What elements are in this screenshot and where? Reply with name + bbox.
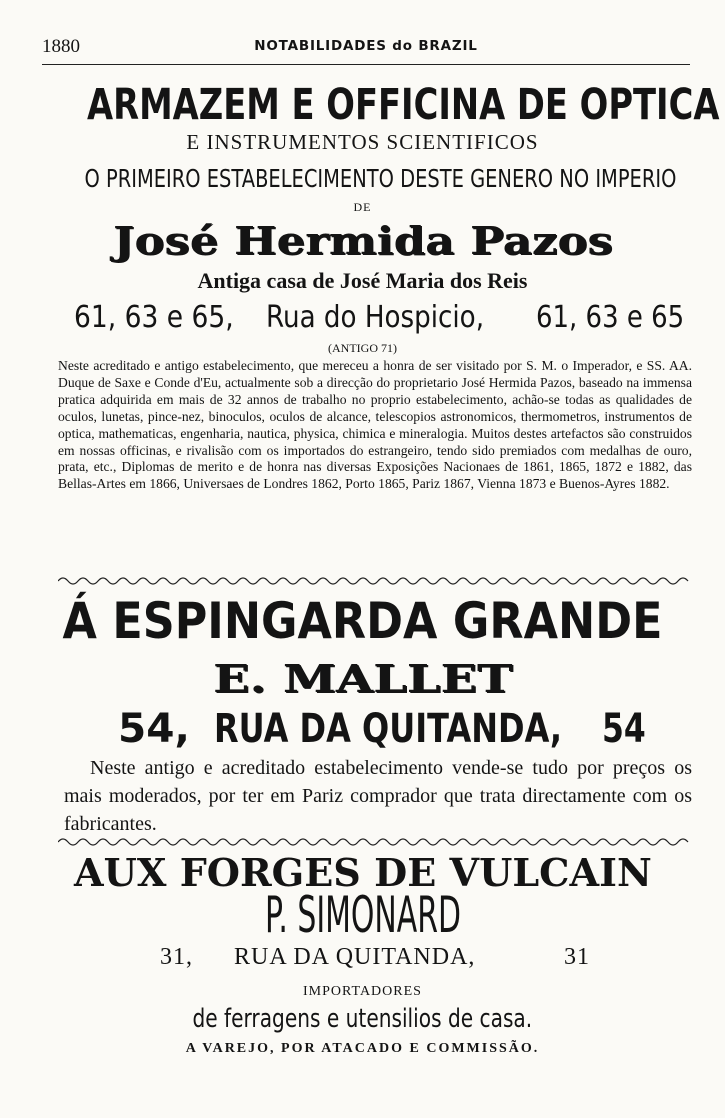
ad3-importers: IMPORTADORES [303, 984, 422, 999]
ad1-former-house: Antiga casa de José Maria dos Reis [197, 268, 528, 293]
ad2-address [96, 706, 646, 758]
ad1-former-number: (ANTIGO 71) [328, 341, 397, 355]
ad1-headline-line [0, 80, 725, 130]
running-header [42, 36, 690, 62]
ad1-body: Neste acreditado e antigo estabelecimento, que mereceu a honra de ser visitado por S. M. o Imperador, e SS. AA. Duque de Saxe e Conde d'Eu, actualmente sob a direcção do proprietario José Hermida Pazos, baseado na immensa pratica adquirida em mais de 32 annos de trabalho no proprio estabelecimento, achão-se todas as qualidades de oculos, lunetas, pince-nez, binoculos, oculos de alcance, telescopios astronomicos, thermometros, instrumentos de optica, mathematicas, engenharia, nautica, physica, chimica e mineralogia. Muitos destes artefactos são construidos em nossas officinas, e rivalisão com os importados do estrangeiro, tendo sido premiados com medalhas de ouro, prata, etc., Diplomas de merito e de honra nas diversas Exposições Nacionaes de 1861, 1865, 1872 e 1882, das Bellas-Artes em 1866, Universaes de Londres 1862, Porto 1865, Pariz 1867, Vienna 1873 e Buenos-Ayres 1882. [58, 358, 692, 492]
wavy-divider-2 [58, 836, 694, 848]
header-rule [42, 64, 690, 65]
ad1-de: DE [353, 200, 372, 214]
ad3-headline: AUX FORGES DE VULCAIN [73, 850, 652, 895]
header-title: NOTABILIDADES do BRAZIL [254, 38, 478, 54]
ad2-address-number-right: 54 [602, 706, 646, 752]
ad1-address-street: Rua do Hospicio, [266, 300, 485, 335]
ad3-address-street: RUA DA QUITANDA, [234, 944, 476, 970]
ad1-proprietor-line [0, 218, 725, 263]
ad3-address-number-left: 31, [160, 944, 193, 970]
ad2-headline-line [0, 592, 725, 650]
ad1-address-numbers-left: 61, 63 e 65, [74, 300, 234, 335]
ad1-subhead: E INSTRUMENTOS SCIENTIFICOS [186, 130, 539, 154]
ad3-proprietor-line [0, 886, 725, 944]
ad1-address-numbers-right: 61, 63 e 65 [536, 300, 685, 335]
ad3-goods: de ferragens e utensilios de casa. [192, 1004, 533, 1034]
ad2-headline: Á ESPINGARDA GRANDE [62, 592, 663, 650]
ad2-proprietor-line [0, 656, 725, 701]
ad1-headline: ARMAZEM E OFFICINA DE OPTICA [87, 80, 720, 130]
ad1-tagline: O PRIMEIRO ESTABELECIMENTO DESTE GENERO NO IMPERIO [84, 164, 677, 193]
ad1-tagline-line [0, 164, 725, 193]
ad3-goods-line [0, 1004, 725, 1034]
ad3-address-number-right: 31 [564, 944, 590, 970]
ad3-proprietor: P. SIMONARD [264, 886, 461, 944]
ad2-proprietor: E. MALLET [212, 656, 513, 701]
ad3-address [156, 944, 606, 974]
ad2-address-number-left: 54, [118, 706, 190, 752]
wavy-divider-1 [58, 575, 694, 587]
ad2-address-street: RUA DA QUITANDA, [214, 706, 563, 752]
ad1-proprietor: José Hermida Pazos [112, 218, 613, 263]
ad1-address [74, 300, 684, 342]
ad3-terms: A VAREJO, POR ATACADO E COMMISSÃO. [185, 1041, 540, 1056]
page-number: 1880 [42, 36, 80, 57]
ad2-body: Neste antigo e acreditado estabelecimento vende-se tudo por preços os mais moderados, por ter em Pariz comprador que trata directamente com os fabricantes. [64, 757, 692, 835]
